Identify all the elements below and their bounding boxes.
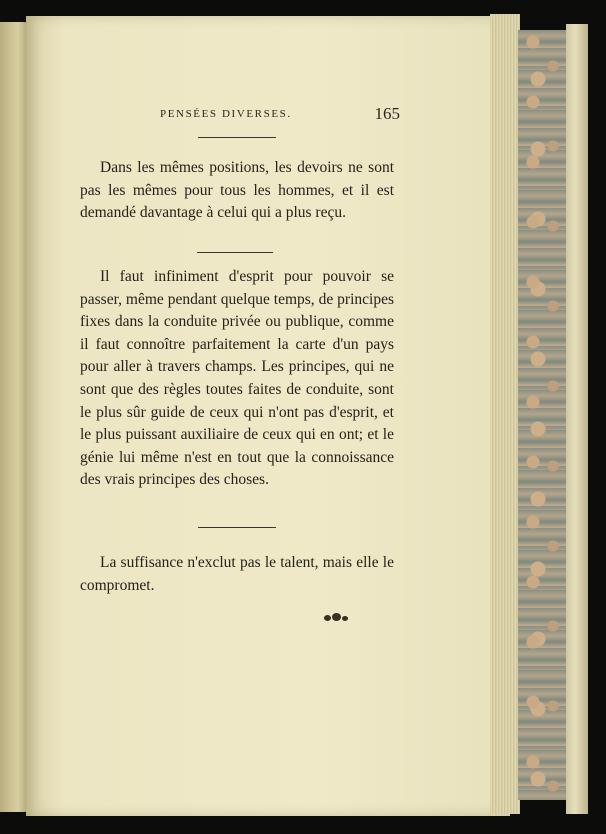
running-head — [160, 104, 400, 126]
marbled-edge — [518, 30, 568, 800]
paragraph: Il faut infiniment d'esprit pour pouvoir se passer, même pendant quelque temps, de principes fixes dans la conduite privée ou publique, comme il faut connoître parfaitement la carte d'un pays pour aller à travers champs. Les principes, qui ne sont que des règles toutes faites de conduite, sont le plus sûr guide de ceux qui n'ont pas d'esprit, et le plus puissant auxiliaire de ceux qui en ont; et le génie lui même n'est en tout que la connoissance des vrais principes des choses. — [80, 268, 394, 489]
separator-rule — [197, 252, 273, 253]
paragraph: La suffisance n'exclut pas le talent, mais elle le compromet. — [80, 554, 394, 594]
ink-ornament — [322, 612, 352, 624]
running-title: PENSÉES DIVERSES. — [160, 108, 292, 120]
separator-rule — [198, 527, 276, 528]
separator-rule — [198, 137, 276, 138]
page-number: 165 — [374, 104, 400, 123]
paragraph: Dans les mêmes positions, les devoirs ne sont pas les mêmes pour tous les hommes, et il est demandé davantage à celui qui a plus reçu. — [80, 159, 394, 222]
book-board-edge — [566, 24, 588, 814]
page-fore-edge — [490, 14, 520, 814]
